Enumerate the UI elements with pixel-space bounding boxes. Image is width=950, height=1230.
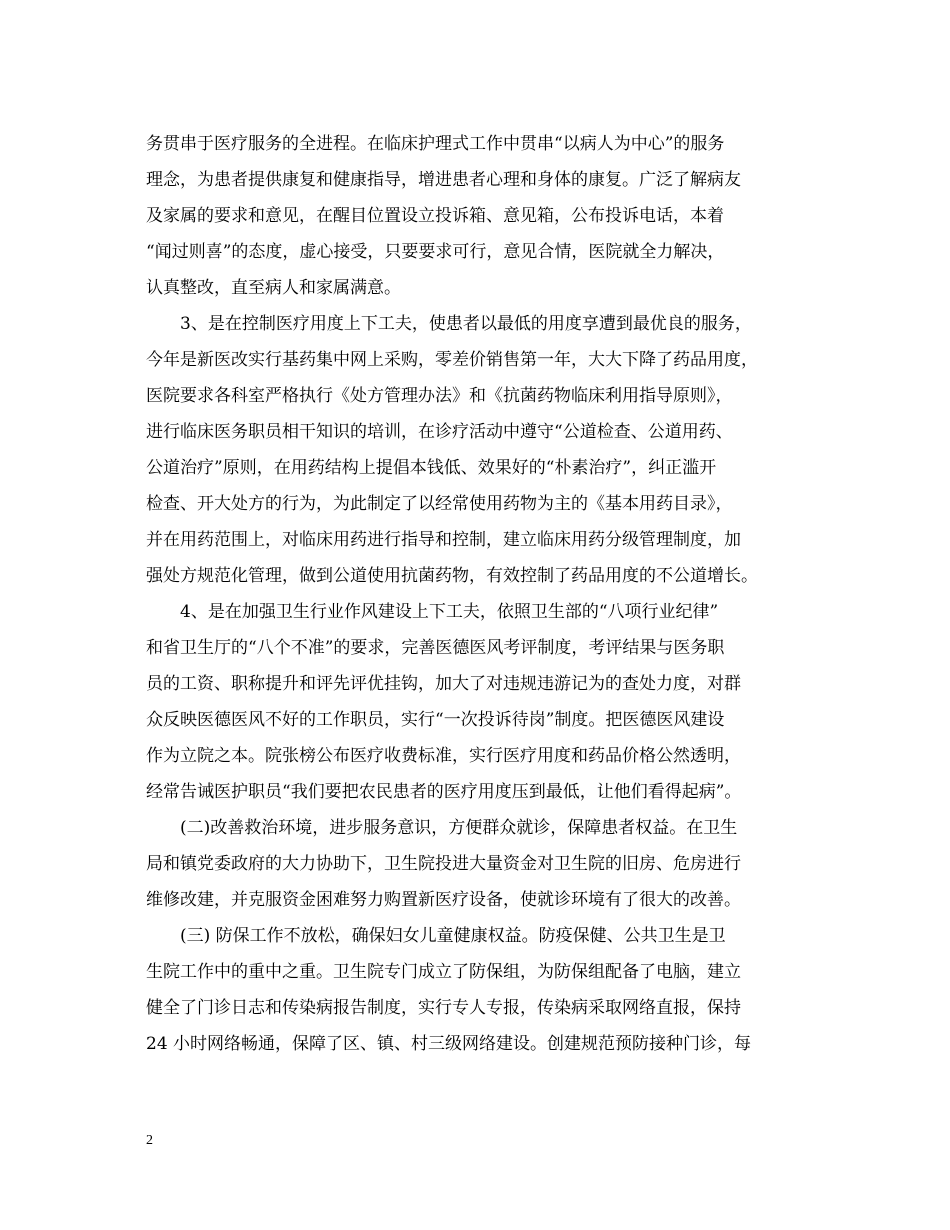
text-line: 进行临床医务职员相干知识的培训，在诊疗活动中遵守“公道检查、公道用药、 bbox=[146, 422, 733, 442]
text-line: 强处方规范化管理，做到公道使用抗菌药物，有效控制了药品用度的不公道增长。 bbox=[146, 566, 758, 586]
text-line: 认真整改，直至病人和家属满意。 bbox=[146, 278, 401, 298]
text-line: (二)改善救治环境，进步服务意识，方便群众就诊，保障患者权益。在卫生 bbox=[146, 818, 738, 838]
text-line: 经常告诫医护职员“我们要把农民患者的医疗用度压到最低，让他们看得起病”。 bbox=[146, 782, 742, 802]
text-line: 维修改建，并克服资金困难努力购置新医疗设备，使就诊环境有了很大的改善。 bbox=[146, 890, 741, 910]
text-line: 务贯串于医疗服务的全进程。在临床护理式工作中贯串“以病人为中心”的服务 bbox=[146, 134, 725, 154]
text-line: 今年是新医改实行基药集中网上采购，零差价销售第一年，大大下降了药品用度， bbox=[146, 350, 758, 370]
text-line: “闻过则喜”的态度，虚心接受，只要要求可行，意见合情，医院就全力解决， bbox=[146, 242, 725, 262]
text-line: 健全了门诊日志和传染病报告制度，实行专人专报，传染病采取网络直报，保持 bbox=[146, 998, 741, 1018]
page-number: 2 bbox=[146, 1133, 153, 1148]
text-line: 及家属的要求和意见，在醒目位置设立投诉箱、意见箱，公布投诉电话，本着 bbox=[146, 206, 724, 226]
text-line: 员的工资、职称提升和评先评优挂钩，加大了对违规违游记为的查处力度，对群 bbox=[146, 674, 741, 694]
text-line: 作为立院之本。院张榜公布医疗收费标准，实行医疗用度和药品价格公然透明， bbox=[146, 746, 741, 766]
text-line: 局和镇党委政府的大力协助下，卫生院投进大量资金对卫生院的旧房、危房进行 bbox=[146, 854, 741, 874]
text-line: 4、是在加强卫生行业作风建设上下工夫，依照卫生部的“八项行业纪律” bbox=[146, 602, 719, 622]
text-line: 24 小时网络畅通，保障了区、镇、村三级网络建设。创建规范预防接种门诊，每 bbox=[146, 1034, 752, 1054]
text-line: 生院工作中的重中之重。卫生院专门成立了防保组，为防保组配备了电脑，建立 bbox=[146, 962, 741, 982]
text-line: 和省卫生厅的“八个不准”的要求，完善医德医风考评制度，考评结果与医务职 bbox=[146, 638, 725, 658]
text-line: 医院要求各科室严格执行《处方管理办法》和《抗菌药物临床利用指导原则》， bbox=[146, 386, 733, 406]
text-line: 众反映医德医风不好的工作职员，实行“一次投诉待岗”制度。把医德医风建设 bbox=[146, 710, 725, 730]
text-line: 并在用药范围上，对临床用药进行指导和控制，建立临床用药分级管理制度，加 bbox=[146, 530, 741, 550]
text-line: 公道治疗”原则，在用药结构上提倡本钱低、效果好的“朴素治疗”，纠正滥开 bbox=[146, 458, 717, 478]
text-line: 理念，为患者提供康复和健康指导，增进患者心理和身体的康复。广泛了解病友 bbox=[146, 170, 741, 190]
text-line: 3、是在控制医疗用度上下工夫，使患者以最低的用度享遭到最优良的服务， bbox=[146, 314, 752, 334]
text-line: (三) 防保工作不放松，确保妇女儿童健康权益。防疫保健、公共卫生是卫 bbox=[146, 926, 726, 946]
text-line: 检查、开大处方的行为，为此制定了以经常使用药物为主的《基本用药目录》， bbox=[146, 494, 733, 514]
